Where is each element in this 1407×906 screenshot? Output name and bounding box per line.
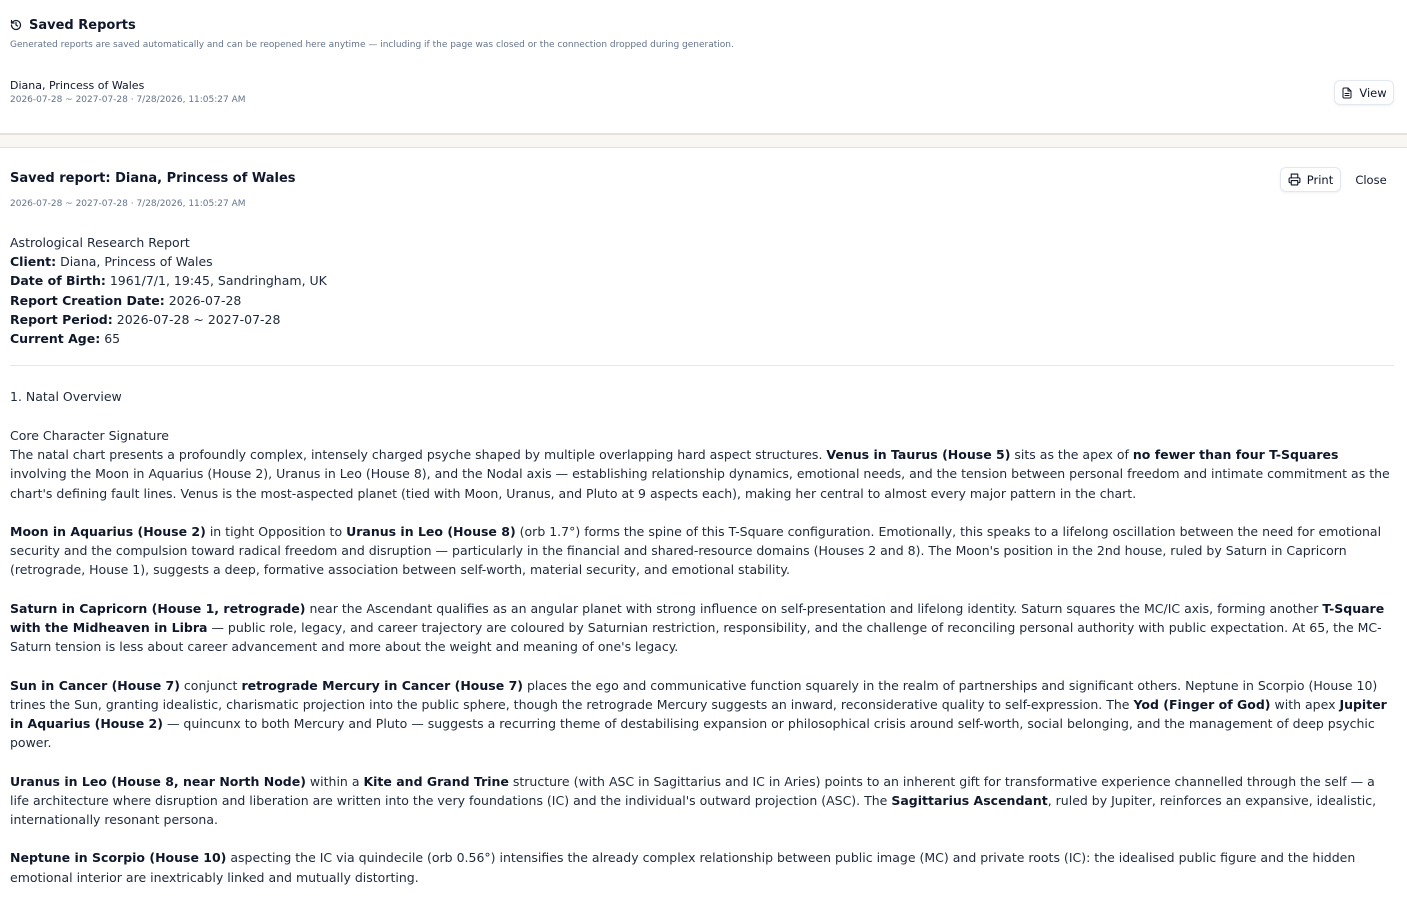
report-period-label: Report Period: bbox=[10, 311, 113, 327]
paragraph bbox=[10, 676, 1394, 753]
print-button[interactable] bbox=[1280, 167, 1341, 192]
bold-span: T-Square with the Midheaven in Libra bbox=[10, 600, 1385, 635]
dob-line bbox=[10, 271, 327, 290]
text-span: sits as the apex of bbox=[1010, 447, 1133, 463]
current-age-label: Current Age: bbox=[10, 331, 101, 347]
report-heading: Astrological Research Report bbox=[10, 235, 190, 250]
current-age-line bbox=[10, 329, 327, 348]
text-span: , ruled by Jupiter, reinforces an expansive, idealistic, internationally resonant persona. bbox=[10, 792, 1377, 827]
text-span: near the Ascendant qualifies as an angular planet with strong influence on self-presentation and lifelong identity. Saturn squares the MC/IC axis, forming another bbox=[305, 600, 1323, 616]
paragraph bbox=[10, 522, 1394, 580]
report-divider bbox=[10, 365, 1394, 366]
client-line bbox=[10, 252, 327, 271]
section-title: 1. Natal Overview bbox=[10, 389, 122, 404]
dob-value: 1961/7/1, 19:45, Sandringham, UK bbox=[109, 273, 327, 289]
report-header bbox=[10, 233, 327, 348]
saved-report-meta: 2026-07-28 ~ 2027-07-28 · 7/28/2026, 11:05:27 AM bbox=[10, 95, 246, 105]
saved-report-name: Diana, Princess of Wales bbox=[10, 79, 145, 92]
text-span: involving the Moon in Aquarius (House 2), Uranus in Leo (House 8), and the Nodal axis — establishing relationship dynamics, emotional needs, and the tension between personal freedom and intimate commitment as the chart's defining fault lines. Venus is the most-aspected planet (tied with Moon, Uranus, and Pluto at 9 aspects each), making her central to almost every major pattern in the chart. bbox=[10, 466, 1390, 501]
bold-span: Uranus in Leo (House 8) bbox=[346, 524, 516, 539]
report-body bbox=[10, 426, 1394, 906]
bold-span: Moon in Aquarius (House 2) bbox=[10, 524, 206, 539]
saved-reports-title-text: Saved Reports bbox=[29, 17, 136, 33]
paragraph bbox=[10, 848, 1394, 886]
saved-reports-title bbox=[10, 15, 136, 35]
bold-span: retrograde Mercury in Cancer (House 7) bbox=[241, 677, 523, 693]
client-value: Diana, Princess of Wales bbox=[60, 254, 213, 270]
saved-reports-description: Generated reports are saved automatically and can be reopened here anytime — including if the page was closed or the connection dropped during generation. bbox=[10, 40, 734, 50]
text-span: with apex bbox=[1270, 696, 1340, 712]
bold-span: no fewer than four T-Squares bbox=[1132, 447, 1339, 463]
section-divider bbox=[0, 133, 1407, 148]
bold-span: Uranus in Leo (House 8, near North Node) bbox=[10, 773, 306, 789]
current-age-value: 65 bbox=[104, 331, 121, 347]
creation-date-line bbox=[10, 291, 327, 310]
text-span: — quincunx to both Mercury and Pluto — suggests a recurring theme of destabilising expansion or philosophical crisis around self-worth, social belonging, and the management of deep psychic power. bbox=[10, 716, 1375, 751]
text-span: within a bbox=[305, 773, 364, 789]
text-span: places the ego and communicative function squarely in the realm of partnerships and significant others. Neptune in Scorpio (House 10) trines the Sun, granting idealistic, charismatic projection into the public sphere, though the retrograde Mercury suggests an inward, reconsiderative quality to self-expression. The bbox=[10, 677, 1378, 712]
bold-span: Jupiter in Aquarius (House 2) bbox=[10, 696, 1387, 731]
text-span: structure (with ASC in Sagittarius and IC in Aries) points to an inherent gift for transformative experience channelled through the self — a life architecture where disruption and liberation are written into the very foundations (IC) and the individual's outward projection (ASC). The bbox=[10, 773, 1375, 808]
text-span: (orb 1.7°) forms the spine of this T-Square configuration. Emotionally, this speaks to a lifelong oscillation between the need for emotional security and the compulsion toward radical freedom and disruption — particularly in the financial and shared-resource domains (Houses 2 and 8). The Moon's position in the 2nd house, ruled by Saturn in Capricorn (retrograde, House 1), suggests a deep, formative association between self-worth, material security, and emotional stability. bbox=[10, 524, 1382, 578]
report-viewer-meta: 2026-07-28 ~ 2027-07-28 · 7/28/2026, 11:05:27 AM bbox=[10, 199, 246, 209]
view-button-label: View bbox=[1359, 85, 1387, 100]
print-button-label: Print bbox=[1306, 172, 1334, 187]
bold-span: Sagittarius Ascendant bbox=[891, 792, 1048, 808]
saved-reports-panel bbox=[0, 0, 1407, 133]
dob-label: Date of Birth: bbox=[10, 273, 106, 289]
report-period-value: 2026-07-28 ~ 2027-07-28 bbox=[116, 311, 281, 327]
bold-span: Neptune in Scorpio (House 10) bbox=[10, 850, 227, 866]
view-report-button[interactable] bbox=[1334, 80, 1394, 105]
paragraph bbox=[10, 445, 1394, 503]
close-button[interactable]: Close bbox=[1355, 172, 1387, 187]
client-label: Client: bbox=[10, 254, 57, 270]
bold-span: Venus in Taurus (House 5) bbox=[826, 447, 1011, 463]
report-viewer-title: Saved report: Diana, Princess of Wales bbox=[10, 171, 296, 186]
text-span: The natal chart presents a profoundly complex, intensely charged psyche shaped by multiple overlapping hard aspect structures. bbox=[10, 447, 827, 463]
bold-span: Yod (Finger of God) bbox=[1133, 696, 1271, 712]
text-span: — public role, legacy, and career trajectory are coloured by Saturnian restriction, responsibility, and the challenge of reconciling personal authority with public expectation. At 65, the MC-Saturn tension is less about career advancement and more about the weight and meaning of one's legacy. bbox=[10, 620, 1382, 655]
creation-date-label: Report Creation Date: bbox=[10, 292, 165, 308]
history-icon bbox=[10, 19, 22, 31]
paragraph bbox=[10, 599, 1394, 657]
paragraph bbox=[10, 772, 1394, 830]
printer-icon bbox=[1288, 173, 1301, 186]
file-icon bbox=[1341, 87, 1353, 99]
creation-date-value: 2026-07-28 bbox=[168, 292, 242, 308]
subsection-title: Core Character Signature bbox=[10, 428, 169, 443]
bold-span: Sun in Cancer (House 7) bbox=[10, 677, 180, 693]
bold-span: Saturn in Capricorn (House 1, retrograde) bbox=[10, 600, 306, 616]
text-span: in tight Opposition to bbox=[205, 524, 347, 539]
text-span: conjunct bbox=[179, 677, 242, 693]
report-period-line bbox=[10, 310, 327, 329]
bold-span: Kite and Grand Trine bbox=[363, 773, 509, 789]
text-span: aspecting the IC via quindecile (orb 0.56°) intensifies the already complex relationship between public image (MC) and private roots (IC): the idealised public figure and the hidden emotional interior are inextricably linked and mutually distorting. bbox=[10, 850, 1356, 885]
